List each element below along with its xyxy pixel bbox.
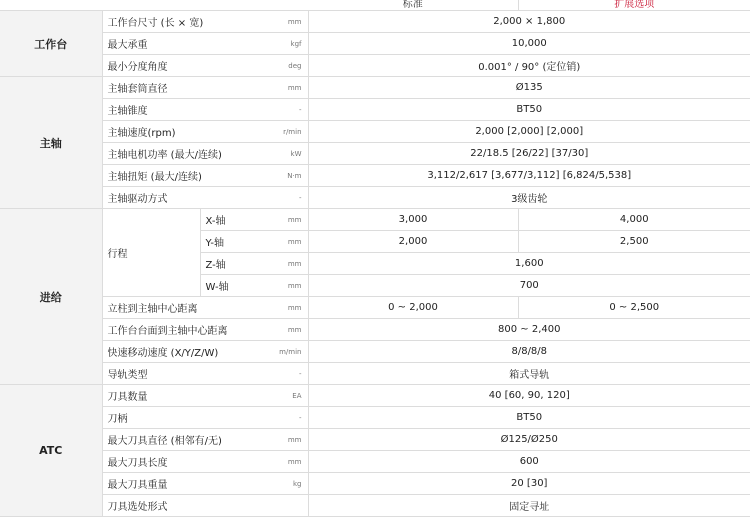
spec-value: 600 bbox=[308, 451, 750, 473]
spec-value-b: 0 ~ 2,500 bbox=[518, 297, 750, 319]
spec-item: 刀柄 bbox=[102, 407, 256, 429]
spec-unit: N·m bbox=[256, 165, 308, 187]
spec-unit: deg bbox=[256, 55, 308, 77]
spec-item: 立柱到主轴中心距离 bbox=[102, 297, 256, 319]
spec-item: 主轴驱动方式 bbox=[102, 187, 256, 209]
spec-unit: - bbox=[256, 363, 308, 385]
table-row bbox=[0, 121, 750, 143]
spec-item: 最小分度角度 bbox=[102, 55, 256, 77]
spec-value: 10,000 bbox=[308, 33, 750, 55]
spec-unit: mm bbox=[256, 319, 308, 341]
table-row bbox=[0, 209, 750, 231]
spec-item: 工作台尺寸 (长 × 宽) bbox=[102, 11, 256, 33]
table-row bbox=[0, 297, 750, 319]
spec-value-a: 2,000 bbox=[308, 231, 518, 253]
spec-item: 工作台台面到主轴中心距离 bbox=[102, 319, 256, 341]
table-row bbox=[0, 11, 750, 33]
table-row bbox=[0, 385, 750, 407]
spec-unit: - bbox=[256, 187, 308, 209]
spec-item: 主轴电机功率 (最大/连续) bbox=[102, 143, 256, 165]
table-row bbox=[0, 451, 750, 473]
axis-label: Y-轴 bbox=[200, 231, 256, 253]
spec-value: BT50 bbox=[308, 407, 750, 429]
spec-unit: mm bbox=[256, 77, 308, 99]
spec-unit: mm bbox=[256, 11, 308, 33]
category-feed: 进给 bbox=[0, 209, 102, 385]
spec-item: 主轴锥度 bbox=[102, 99, 256, 121]
spec-value: 0.001° / 90° (定位销) bbox=[308, 55, 750, 77]
spec-unit: mm bbox=[256, 253, 308, 275]
spec-item: 快速移动速度 (X/Y/Z/W) bbox=[102, 341, 256, 363]
spec-unit: mm bbox=[256, 451, 308, 473]
table-row bbox=[0, 363, 750, 385]
table-row bbox=[0, 165, 750, 187]
spec-item: 最大刀具重量 bbox=[102, 473, 256, 495]
spec-item: 导轨类型 bbox=[102, 363, 256, 385]
spec-unit: kgf bbox=[256, 33, 308, 55]
spec-value: 2,000 × 1,800 bbox=[308, 11, 750, 33]
spec-unit: m/min bbox=[256, 341, 308, 363]
model-b-header: 扩展选项 bbox=[518, 0, 750, 11]
table-row bbox=[0, 143, 750, 165]
spec-value: Ø135 bbox=[308, 77, 750, 99]
spec-unit: EA bbox=[256, 385, 308, 407]
spec-value-a: 0 ~ 2,000 bbox=[308, 297, 518, 319]
axis-label: W-轴 bbox=[200, 275, 256, 297]
category-atc: ATC bbox=[0, 385, 102, 517]
spec-value: 40 [60, 90, 120] bbox=[308, 385, 750, 407]
spec-item: 最大刀具直径 (相邻有/无) bbox=[102, 429, 256, 451]
spec-value: 2,000 [2,000] [2,000] bbox=[308, 121, 750, 143]
table-row bbox=[0, 341, 750, 363]
spec-unit: mm bbox=[256, 275, 308, 297]
spec-item: 最大承重 bbox=[102, 33, 256, 55]
table-row bbox=[0, 55, 750, 77]
table-row bbox=[0, 319, 750, 341]
spec-unit: - bbox=[256, 407, 308, 429]
spec-item: 主轴速度(rpm) bbox=[102, 121, 256, 143]
spec-unit bbox=[256, 495, 308, 517]
spec-item: 主轴套筒直径 bbox=[102, 77, 256, 99]
spec-unit: - bbox=[256, 99, 308, 121]
spec-unit: mm bbox=[256, 231, 308, 253]
table-row bbox=[0, 495, 750, 517]
category-worktable: 工作台 bbox=[0, 11, 102, 77]
spec-value: Ø125/Ø250 bbox=[308, 429, 750, 451]
spec-value: 22/18.5 [26/22] [37/30] bbox=[308, 143, 750, 165]
category-spindle: 主轴 bbox=[0, 77, 102, 209]
spec-value: 800 ~ 2,400 bbox=[308, 319, 750, 341]
spec-unit: kg bbox=[256, 473, 308, 495]
spec-item: 最大刀具长度 bbox=[102, 451, 256, 473]
spec-value: 3级齿轮 bbox=[308, 187, 750, 209]
travel-label: 行程 bbox=[102, 209, 200, 297]
table-row bbox=[0, 99, 750, 121]
spec-value: 700 bbox=[308, 275, 750, 297]
spec-item: 刀具数量 bbox=[102, 385, 256, 407]
model-a-header: 标准 bbox=[308, 0, 518, 11]
spec-unit: mm bbox=[256, 429, 308, 451]
spec-value: 1,600 bbox=[308, 253, 750, 275]
table-row bbox=[0, 473, 750, 495]
spec-unit: kW bbox=[256, 143, 308, 165]
axis-label: Z-轴 bbox=[200, 253, 256, 275]
spec-value: BT50 bbox=[308, 99, 750, 121]
spec-item: 主轴扭矩 (最大/连续) bbox=[102, 165, 256, 187]
spec-unit: r/min bbox=[256, 121, 308, 143]
spec-item: 刀具选处形式 bbox=[102, 495, 256, 517]
table-row bbox=[0, 187, 750, 209]
spec-value: 20 [30] bbox=[308, 473, 750, 495]
axis-label: X-轴 bbox=[200, 209, 256, 231]
spec-unit: mm bbox=[256, 297, 308, 319]
spec-value: 3,112/2,617 [3,677/3,112] [6,824/5,538] bbox=[308, 165, 750, 187]
spec-value-a: 3,000 bbox=[308, 209, 518, 231]
table-row bbox=[0, 429, 750, 451]
spec-unit: mm bbox=[256, 209, 308, 231]
spec-value: 8/8/8/8 bbox=[308, 341, 750, 363]
spec-value-b: 4,000 bbox=[518, 209, 750, 231]
table-row bbox=[0, 407, 750, 429]
spec-value-b: 2,500 bbox=[518, 231, 750, 253]
header-row bbox=[0, 0, 750, 11]
spec-value: 箱式导轨 bbox=[308, 363, 750, 385]
table-row bbox=[0, 33, 750, 55]
spec-value: 固定寻址 bbox=[308, 495, 750, 517]
table-row bbox=[0, 77, 750, 99]
